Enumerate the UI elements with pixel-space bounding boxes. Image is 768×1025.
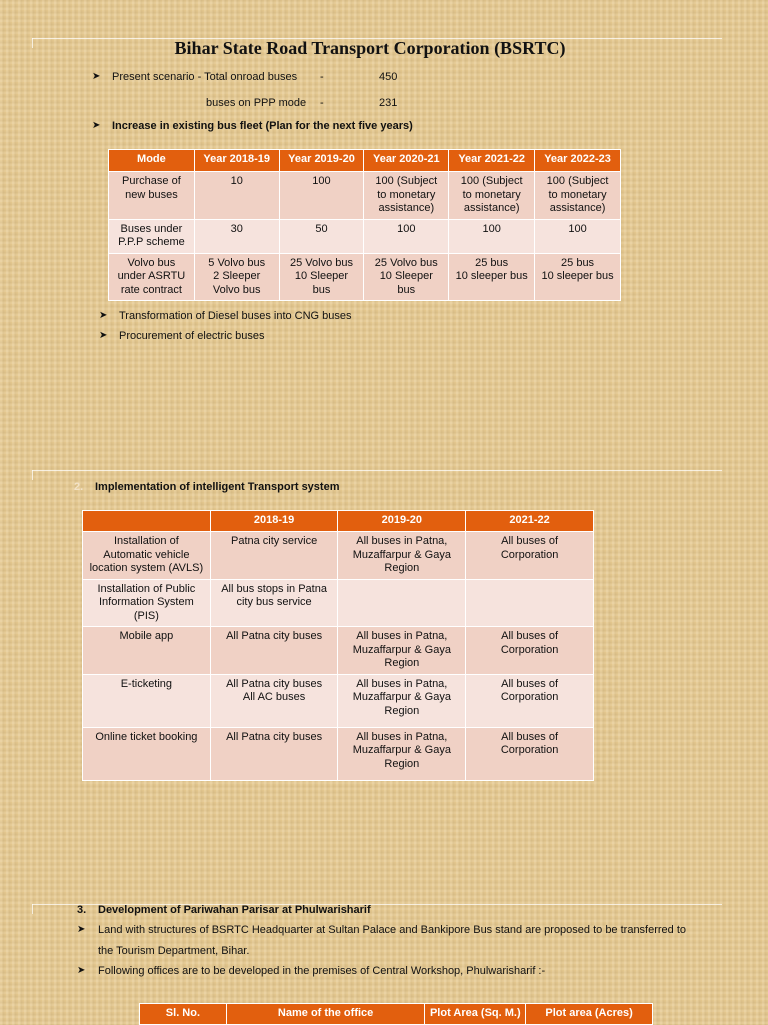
table-cell: 100 (Subject to monetary assistance) xyxy=(364,172,449,220)
its-col-2018: 2018-19 xyxy=(210,511,338,532)
table-cell: All bus stops in Patna city bus service xyxy=(210,579,338,627)
table-cell: Mobile app xyxy=(83,627,211,675)
table-cell: E-ticketing xyxy=(83,674,211,727)
arrow-bullet-icon: ➤ xyxy=(99,330,108,341)
table-cell: 25 bus 10 sleeper bus xyxy=(449,253,535,301)
table-cell: All buses in Patna, Muzaffarpur & Gaya Region xyxy=(338,627,466,675)
table-row xyxy=(109,219,621,253)
arrow-bullet-icon: ➤ xyxy=(92,120,101,131)
table-row xyxy=(83,627,594,675)
offices-table-header xyxy=(140,1004,653,1025)
its-heading: Implementation of intelligent Transport system xyxy=(95,481,340,493)
section2-rule xyxy=(32,470,722,471)
table-cell: Purchase of new buses xyxy=(109,172,195,220)
table-row xyxy=(109,172,621,220)
table-cell: All Patna city buses All AC buses xyxy=(210,674,338,727)
pariwahan-section-number: 3. xyxy=(77,904,87,916)
table-cell: 100 xyxy=(449,219,535,253)
fleet-col-2022: Year 2022-23 xyxy=(535,150,621,172)
arrow-bullet-icon: ➤ xyxy=(77,924,86,935)
table-cell: Installation of Automatic vehicle location system (AVLS) xyxy=(83,532,211,580)
table-cell: Installation of Public Information System (PIS) xyxy=(83,579,211,627)
table-cell: 100 xyxy=(279,172,364,220)
scenario-value-ppp: 231 xyxy=(379,97,398,109)
scenario-dash-total: - xyxy=(320,71,324,83)
table-cell: 30 xyxy=(194,219,279,253)
table-cell: 100 xyxy=(364,219,449,253)
table-cell: 25 bus 10 sleeper bus xyxy=(535,253,621,301)
section2-rule-tick xyxy=(32,470,33,480)
table-cell: 5 Volvo bus 2 Sleeper Volvo bus xyxy=(194,253,279,301)
table-cell: 100 (Subject to monetary assistance) xyxy=(535,172,621,220)
table-cell: All buses in Patna, Muzaffarpur & Gaya Region xyxy=(338,727,466,780)
offices-col-sqm: Plot Area (Sq. M.) xyxy=(425,1004,526,1025)
table-cell: All buses of Corporation xyxy=(466,727,594,780)
table-cell: All Patna city buses xyxy=(210,727,338,780)
section3-rule-tick xyxy=(32,904,33,914)
table-row xyxy=(83,532,594,580)
scenario-label-ppp: buses on PPP mode xyxy=(206,97,307,109)
table-cell: Online ticket booking xyxy=(83,727,211,780)
table-cell xyxy=(338,579,466,627)
fleet-col-2021: Year 2021-22 xyxy=(449,150,535,172)
fleet-col-2018: Year 2018-19 xyxy=(194,150,279,172)
its-table xyxy=(82,510,594,781)
table-cell: All buses in Patna, Muzaffarpur & Gaya Region xyxy=(338,532,466,580)
its-col-item xyxy=(83,511,211,532)
table-row xyxy=(109,253,621,301)
offices-col-name: Name of the office xyxy=(226,1004,425,1025)
its-col-2021: 2021-22 xyxy=(466,511,594,532)
table-cell: Patna city service xyxy=(210,532,338,580)
offices-table xyxy=(139,1003,653,1025)
pariwahan-heading: Development of Pariwahan Parisar at Phulwarisharif xyxy=(98,904,371,916)
pariwahan-bullet2: Following offices are to be developed in the premises of Central Workshop, Phulwarisharif :- xyxy=(98,965,546,977)
table-cell: Buses under P.P.P scheme xyxy=(109,219,195,253)
table-cell: 10 xyxy=(194,172,279,220)
table-cell: 100 xyxy=(535,219,621,253)
scenario-label-total: Present scenario - Total onroad buses xyxy=(112,71,298,83)
table-cell: Volvo bus under ASRTU rate contract xyxy=(109,253,195,301)
table-cell: 25 Volvo bus 10 Sleeper bus xyxy=(279,253,364,301)
arrow-bullet-icon: ➤ xyxy=(77,965,86,976)
table-cell: 25 Volvo bus 10 Sleeper bus xyxy=(364,253,449,301)
table-row xyxy=(83,727,594,780)
fleet-col-2020: Year 2020-21 xyxy=(364,150,449,172)
table-row xyxy=(83,674,594,727)
table-cell xyxy=(466,579,594,627)
scenario-dash-ppp: - xyxy=(320,97,324,109)
its-table-header xyxy=(83,511,594,532)
offices-col-acres: Plot area (Acres) xyxy=(526,1004,653,1025)
its-col-2019: 2019-20 xyxy=(338,511,466,532)
fleet-table-header xyxy=(109,150,621,172)
table-cell: All buses of Corporation xyxy=(466,532,594,580)
offices-col-slno: Sl. No. xyxy=(140,1004,227,1025)
fleet-heading: Increase in existing bus fleet (Plan for the next five years) xyxy=(112,120,413,132)
table-cell: All buses of Corporation xyxy=(466,627,594,675)
fleet-plan-table xyxy=(108,149,621,301)
pariwahan-bullet1-line1: Land with structures of BSRTC Headquarter at Sultan Palace and Bankipore Bus stand are proposed to be transferred to xyxy=(98,924,687,936)
table-cell: All buses in Patna, Muzaffarpur & Gaya Region xyxy=(338,674,466,727)
arrow-bullet-icon: ➤ xyxy=(99,310,108,321)
table-cell: All buses of Corporation xyxy=(466,674,594,727)
table-cell: 50 xyxy=(279,219,364,253)
fleet-col-2019: Year 2019-20 xyxy=(279,150,364,172)
scenario-value-total: 450 xyxy=(379,71,398,83)
fleet-col-mode: Mode xyxy=(109,150,195,172)
fleet-bullet-electric: Procurement of electric buses xyxy=(119,330,265,342)
table-row xyxy=(83,579,594,627)
page-title: Bihar State Road Transport Corporation (BSRTC) xyxy=(174,38,566,58)
table-cell: All Patna city buses xyxy=(210,627,338,675)
table-cell: 100 (Subject to monetary assistance) xyxy=(449,172,535,220)
its-section-number: 2. xyxy=(74,481,84,493)
fleet-bullet-cng: Transformation of Diesel buses into CNG buses xyxy=(119,310,352,322)
pariwahan-bullet1-line2: the Tourism Department, Bihar. xyxy=(98,945,250,957)
arrow-bullet-icon: ➤ xyxy=(92,71,101,82)
